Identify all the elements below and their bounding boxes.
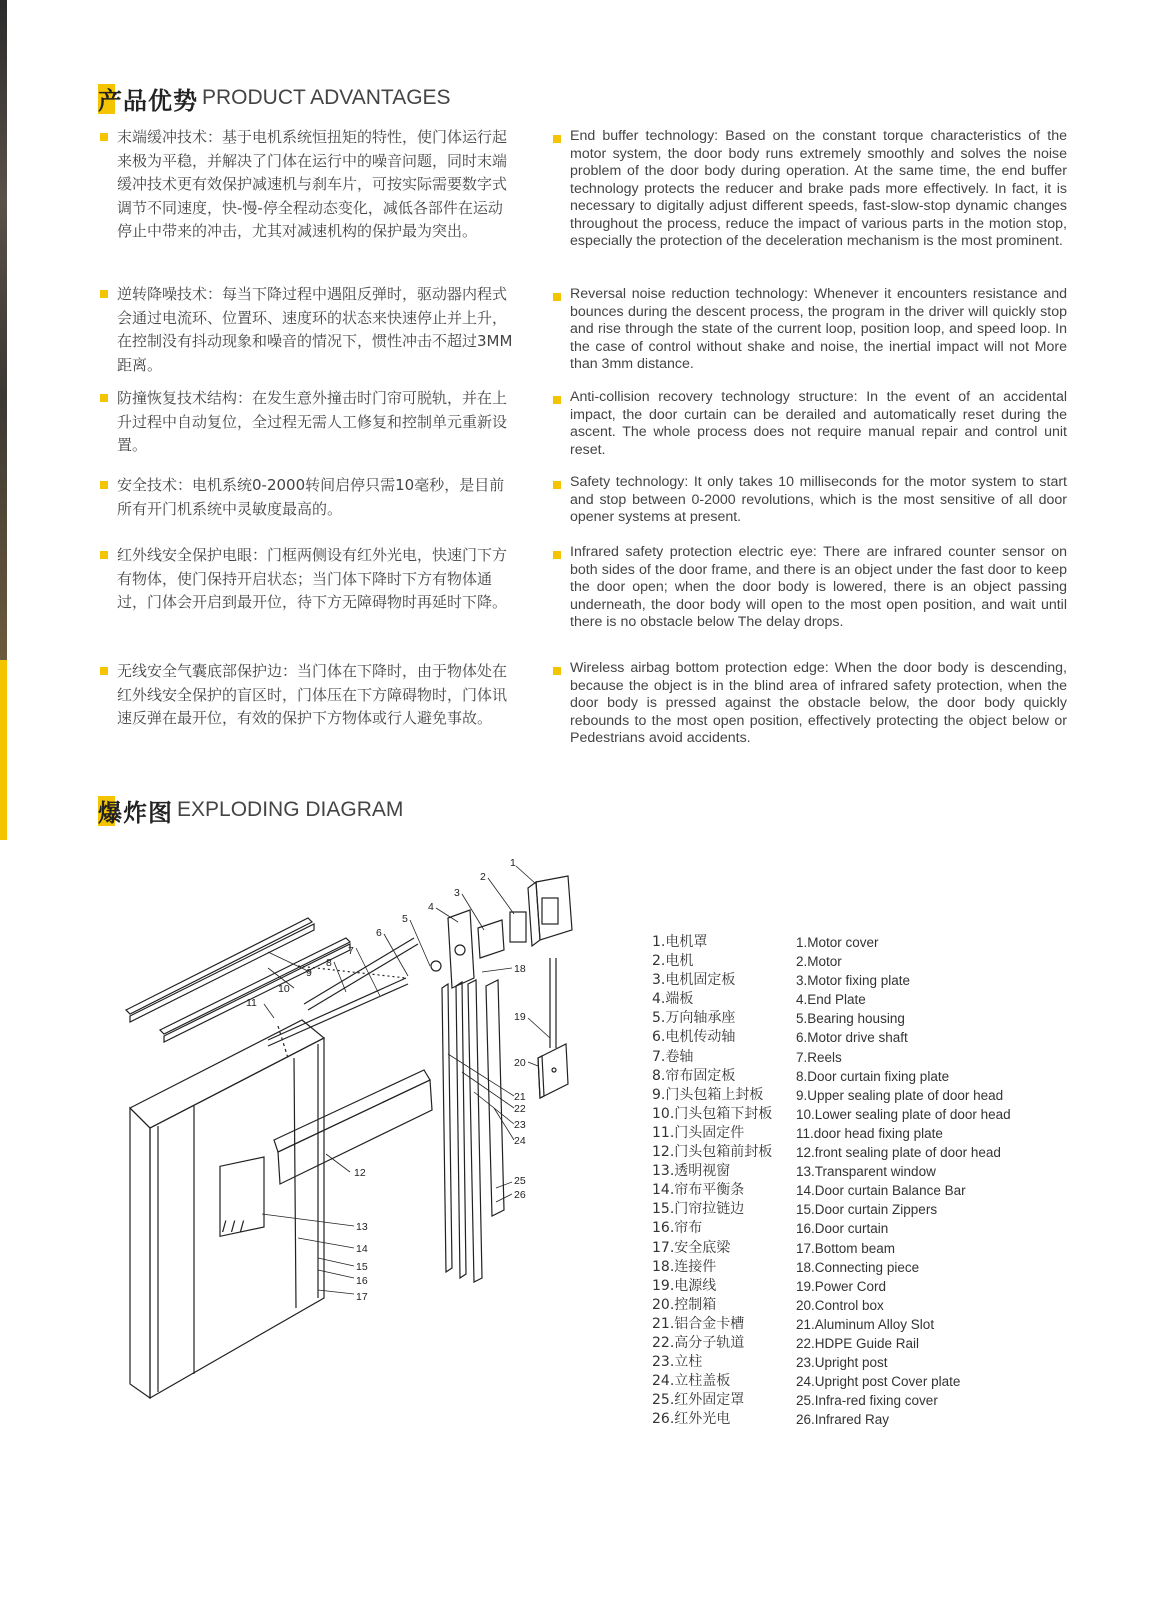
callout-6: 6	[376, 927, 382, 939]
callout-2: 2	[480, 871, 486, 883]
advantage-en-text: Anti-collision recovery technology structure: In the event of an accidental impact, the door curtain can be derailed and automatically reset during the ascent. The whole process does not require manual repair and control unit reset.	[570, 389, 1067, 458]
callout-9: 9	[306, 967, 312, 979]
part-cn: 25.红外固定罩	[652, 1392, 745, 1409]
part-cn: 24.立柱盖板	[652, 1373, 731, 1390]
callout-20: 20	[514, 1057, 526, 1069]
part-cn: 2.电机	[652, 953, 694, 970]
part-row	[652, 1258, 1011, 1277]
bullet-icon	[553, 551, 561, 559]
advantage-en-text: Reversal noise reduction technology: Whenever it encounters resistance and bounces during the descent process, the program in the driver will quickly stop and rise through the state of the current loop, position loop, and speed loop. In the case of control without shake and noise, the inertial impact will not More than 3mm distance.	[570, 286, 1067, 372]
parts-list	[652, 933, 1011, 1429]
part-en: 4.End Plate	[796, 992, 866, 1008]
part-row	[652, 1162, 1011, 1181]
diagram-heading	[98, 792, 403, 828]
left-edge-accent-bar	[0, 660, 7, 840]
advantage-en-item	[553, 389, 1067, 459]
part-en: 10.Lower sealing plate of door head	[796, 1106, 1011, 1122]
callout-24: 24	[514, 1135, 526, 1147]
part-cn: 9.门头包箱上封板	[652, 1086, 764, 1103]
callout-11: 11	[246, 997, 257, 1009]
head-sealing-plates	[126, 918, 350, 1042]
advantage-cn-text: 无线安全气囊底部保护边：当门体在下降时，由于物体处在红外线安全保护的盲区时，门体压在下方障碍物时，门体讯速反弹在最开位，有效的保护下方物体或行人避免事故。	[117, 662, 508, 727]
part-cn: 26.红外光电	[652, 1411, 731, 1428]
part-en: 23.Upright post	[796, 1355, 888, 1371]
callout-16: 16	[356, 1275, 368, 1287]
advantage-cn-item	[100, 544, 515, 615]
control-box	[538, 958, 568, 1098]
bullet-icon	[553, 667, 561, 675]
advantage-en-text: End buffer technology: Based on the constant torque characteristics of the motor system, the door body runs extremely smoothly and solves the noise problem of the door body during operation. At the same time, the end buffer technology protects the reducer and brake pads more effectively. In fact, it is necessary to digitally adjust different speeds, fast-slow-stop dynamic changes throughout the process, reduce the impact of various parts in the motion stop, especially the protection of the deceleration mechanism is the most prominent.	[570, 128, 1067, 249]
part-en: 25.Infra-red fixing cover	[796, 1393, 938, 1409]
bullet-icon	[553, 293, 561, 301]
part-en: 12.front sealing plate of door head	[796, 1145, 1001, 1161]
part-en: 13.Transparent window	[796, 1164, 936, 1180]
advantage-cn-item	[100, 283, 515, 377]
callout-22: 22	[514, 1103, 526, 1115]
part-en: 17.Bottom beam	[796, 1240, 896, 1256]
callout-18: 18	[514, 963, 526, 975]
part-en: 7.Reels	[796, 1049, 842, 1065]
callout-26: 26	[514, 1189, 526, 1201]
side-rails	[442, 980, 504, 1282]
part-en: 19.Power Cord	[796, 1278, 887, 1294]
part-en: 24.Upright post Cover plate	[796, 1374, 961, 1390]
part-cn: 1.电机罩	[652, 934, 708, 950]
advantage-en-text: Wireless airbag bottom protection edge: When the door body is descending, because the object is in the blind area of infrared safety protection, when the door body is pressed against the obstacle below, the door body quickly rebounds to the most open position, effectively protecting the object below or Pedestrians avoid accidents.	[570, 660, 1067, 746]
part-row	[652, 1028, 1011, 1047]
part-row	[652, 1067, 1011, 1086]
part-en: 9.Upper sealing plate of door head	[796, 1087, 1004, 1103]
advantage-en-item	[553, 128, 1067, 251]
part-cn: 20.控制箱	[652, 1296, 717, 1313]
part-cn: 6.电机传动轴	[652, 1029, 736, 1046]
part-row	[652, 933, 1011, 952]
part-row	[652, 1334, 1011, 1353]
part-cn: 17.安全底梁	[652, 1239, 731, 1256]
advantage-cn-text: 安全技术：电机系统0-2000转间启停只需10毫秒，是目前所有开门机系统中灵敏度最高的。	[117, 476, 505, 518]
part-cn: 14.帘布平衡条	[652, 1182, 745, 1199]
callout-4: 4	[428, 901, 434, 913]
callout-1: 1	[510, 858, 516, 869]
callout-12: 12	[354, 1167, 366, 1179]
part-row	[652, 952, 1011, 971]
part-row	[652, 1143, 1011, 1162]
part-cn: 19.电源线	[652, 1277, 717, 1294]
part-en: 6.Motor drive shaft	[796, 1030, 908, 1046]
part-en: 21.Aluminum Alloy Slot	[796, 1316, 935, 1332]
part-row	[652, 1315, 1011, 1334]
advantage-en-item	[553, 544, 1067, 632]
part-cn: 21.铝合金卡槽	[652, 1315, 745, 1332]
part-row	[652, 1219, 1011, 1238]
advantage-cn-text: 末端缓冲技术：基于电机系统恒扭矩的特性，使门体运行起来极为平稳，并解决了门体在运行中的噪音问题，同时末端缓冲技术更有效保护减速机与刹车片，可按实际需要数字式调节不同速度，快-慢-停全程动态变化，减低各部件在运动停止中带来的冲击，尤其对减速机构的保护最为突出。	[117, 128, 508, 240]
part-row	[652, 990, 1011, 1009]
part-cn: 4.端板	[652, 991, 694, 1008]
bullet-icon	[100, 133, 108, 141]
part-cn: 5.万向轴承座	[652, 1010, 736, 1027]
part-row	[652, 1181, 1011, 1200]
callout-7: 7	[348, 945, 354, 957]
advantage-cn-text: 防撞恢复技术结构：在发生意外撞击时门帘可脱轨，并在上升过程中自动复位，全过程无需人工修复和控制单元重新设置。	[117, 389, 508, 454]
part-row	[652, 1296, 1011, 1315]
bullet-icon	[100, 290, 108, 298]
part-en: 1.Motor cover	[796, 935, 879, 950]
part-row	[652, 1372, 1011, 1391]
advantage-cn-item	[100, 126, 515, 244]
part-row	[652, 1105, 1011, 1124]
callout-leaders	[262, 866, 550, 1294]
bullet-icon	[100, 667, 108, 675]
part-en: 18.Connecting piece	[796, 1259, 920, 1275]
part-en: 14.Door curtain Balance Bar	[796, 1183, 966, 1199]
advantage-cn-text: 逆转降噪技术：每当下降过程中遇阻反弹时，驱动器内程式会通过电流环、位置环、速度环的状态来快速停止并上升，在控制没有抖动现象和噪音的情况下，惯性冲击不超过3MM距离。	[117, 285, 513, 374]
diagram-title-cn: 爆炸图	[98, 798, 173, 827]
bullet-icon	[100, 481, 108, 489]
part-row	[652, 1086, 1011, 1105]
advantages-title-cn: 产品优势	[98, 86, 198, 115]
advantage-cn-item	[100, 474, 515, 521]
bullet-icon	[100, 394, 108, 402]
advantages-heading	[98, 80, 451, 116]
door-frame	[130, 1020, 324, 1398]
part-cn: 7.卷轴	[652, 1048, 694, 1065]
callout-19: 19	[514, 1011, 526, 1023]
callout-8: 8	[326, 957, 332, 969]
svg-text:/ / /: / / /	[222, 1219, 245, 1236]
part-row	[652, 1410, 1011, 1429]
part-cn: 12.门头包箱前封板	[652, 1144, 773, 1161]
advantage-cn-text: 红外线安全保护电眼：门框两侧设有红外光电，快速门下方有物体，使门保持开启状态；当门体下降时下方有物体通过，门体会开启到最开位，待下方无障碍物时再延时下降。	[117, 546, 508, 611]
advantage-en-item	[553, 286, 1067, 374]
part-cn: 11.门头固定件	[652, 1124, 745, 1141]
advantage-en-item	[553, 660, 1067, 748]
callout-13: 13	[356, 1221, 368, 1233]
advantage-en-text: Safety technology: It only takes 10 milliseconds for the motor system to start and stop between 0-2000 revolutions, which is the most sensitive of all door opener systems at present.	[570, 474, 1067, 525]
part-en: 5.Bearing housing	[796, 1011, 905, 1027]
bullet-icon	[553, 135, 561, 143]
part-row	[652, 1048, 1011, 1067]
bullet-icon	[100, 551, 108, 559]
part-row	[652, 1277, 1011, 1296]
part-cn: 10.门头包箱下封板	[652, 1105, 773, 1122]
advantage-cn-item	[100, 387, 515, 458]
part-row	[652, 1009, 1011, 1028]
part-cn: 23.立柱	[652, 1354, 703, 1371]
part-en: 2.Motor	[796, 954, 842, 970]
callout-10: 10	[278, 983, 290, 995]
advantage-cn-item	[100, 660, 515, 731]
diagram-title-en: EXPLODING DIAGRAM	[177, 798, 404, 821]
part-row	[652, 1239, 1011, 1258]
part-en: 16.Door curtain	[796, 1221, 889, 1237]
motor-cover	[528, 876, 572, 946]
advantage-en-item	[553, 474, 1067, 527]
callout-3: 3	[454, 887, 460, 899]
bullet-icon	[553, 396, 561, 404]
part-en: 15.Door curtain Zippers	[796, 1202, 938, 1218]
part-row	[652, 971, 1011, 990]
callout-23: 23	[514, 1119, 526, 1131]
callout-14: 14	[356, 1243, 368, 1255]
part-cn: 15.门帘拉链边	[652, 1201, 745, 1218]
part-en: 11.door head fixing plate	[796, 1125, 943, 1141]
front-sealing-plate	[274, 1070, 432, 1184]
part-en: 20.Control box	[796, 1297, 884, 1313]
exploded-door-drawing	[118, 858, 638, 1428]
part-cn: 22.高分子轨道	[652, 1334, 745, 1351]
part-row	[652, 1353, 1011, 1372]
part-cn: 3.电机固定板	[652, 972, 736, 989]
advantages-title-en: PRODUCT ADVANTAGES	[202, 86, 451, 109]
callout-5: 5	[402, 913, 408, 925]
advantage-en-text: Infrared safety protection electric eye: There are infrared counter sensor on both sides of the door frame, and there is an object under the fast door to keep the door open; when the door body is lowered, there is an object passing underneath, the door body will open to the most open position, and wait until there is no obstacle below The delay drops.	[570, 544, 1067, 630]
callout-25: 25	[514, 1175, 526, 1187]
callout-15: 15	[356, 1261, 368, 1273]
part-cn: 8.帘布固定板	[652, 1067, 736, 1084]
part-row	[652, 1124, 1011, 1143]
part-cn: 18.连接件	[652, 1258, 717, 1275]
bullet-icon	[553, 481, 561, 489]
part-row	[652, 1391, 1011, 1410]
callout-21: 21	[514, 1091, 526, 1103]
part-row	[652, 1200, 1011, 1219]
left-edge-photo-strip	[0, 0, 7, 660]
part-en: 22.HDPE Guide Rail	[796, 1335, 920, 1351]
part-en: 8.Door curtain fixing plate	[796, 1068, 950, 1084]
part-en: 26.Infrared Ray	[796, 1412, 890, 1428]
part-cn: 16.帘布	[652, 1220, 703, 1237]
part-cn: 13.透明视窗	[652, 1163, 731, 1180]
part-en: 3.Motor fixing plate	[796, 973, 911, 989]
callout-numbers	[246, 858, 526, 1303]
callout-17: 17	[356, 1291, 368, 1303]
